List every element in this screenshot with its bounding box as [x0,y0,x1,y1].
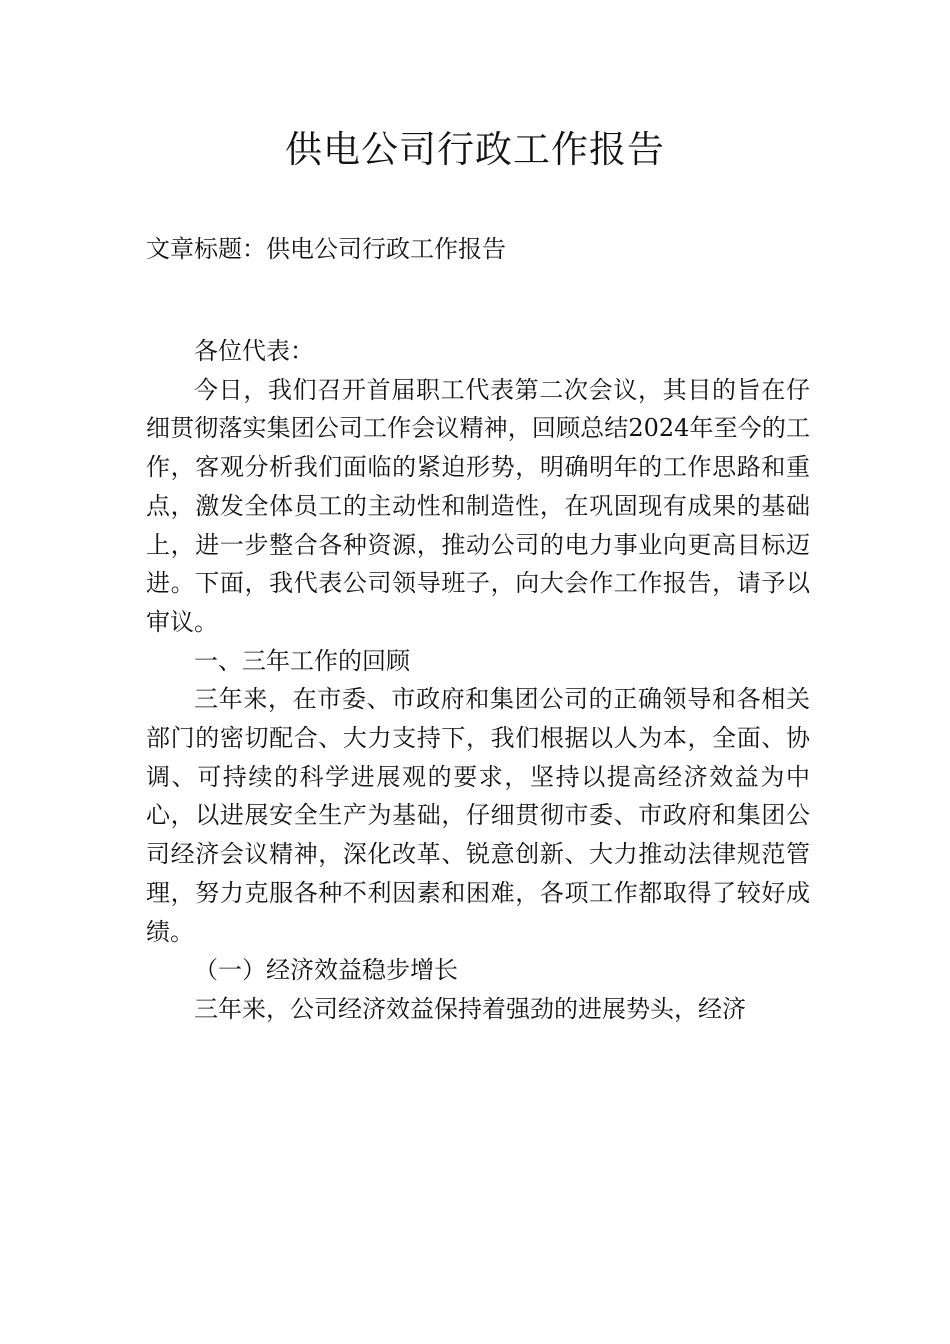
subsection-heading: （一）经济效益稳步增长 [194,956,458,985]
body-paragraph: 今日，我们召开首届职工代表第二次会议，其目的旨在仔细贯彻落实集团公司工作会议精神，回顾总结2024年至今的工作，客观分析我们面临的紧迫形势，明确明年的工作思路和重点，激发全体员工的主动性和制造性，在巩固现有成果的基础上，进一步整合各种资源，推动公司的电力事业向更高目标迈进。下面，我代表公司领导班子，向大会作工作报告，请予以审议。 [146,375,810,636]
document-body [146,332,810,1029]
article-title-line: 文章标题：供电公司行政工作报告 [146,235,506,263]
body-paragraph: 三年来，公司经济效益保持着强劲的进展势头，经济 [194,994,746,1023]
section-heading: 一、三年工作的回顾 [194,646,410,675]
body-paragraph: 三年来，在市委、市政府和集团公司的正确领导和各相关部门的密切配合、大力支持下，我们根据以人为本，全面、协调、可持续的科学进展观的要求，坚持以提高经济效益为中心，以进展安全生产为基础，仔细贯彻市委、市政府和集团公司经济会议精神，深化改革、锐意创新、大力推动法律规范管理，努力克服各种不利因素和困难，各项工作都取得了较好成绩。 [146,685,810,946]
salutation: 各位代表： [194,337,314,365]
document-title: 供电公司行政工作报告 [285,128,665,171]
